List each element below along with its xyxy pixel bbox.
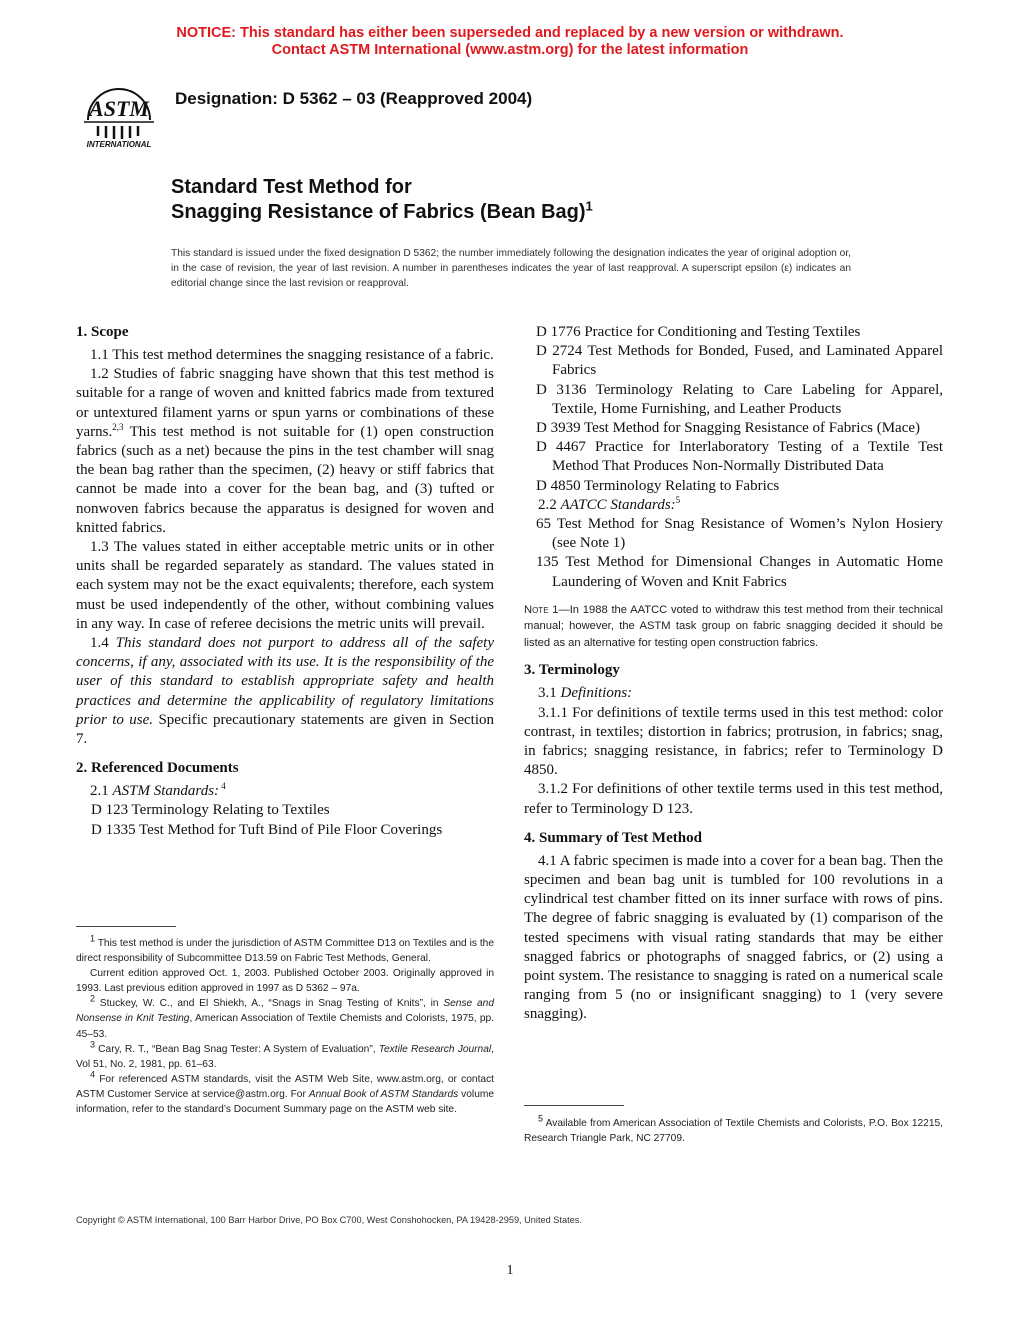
title-footnote-mark: 1	[585, 198, 593, 214]
scope-1-2: 1.2 Studies of fabric snagging have shown that this test method is suitable for a range of woven and knitted fabrics made from textured or untextured filament yarns or spun yarns or combinations of these yarns.$^{2,3}$ This test method is not suitable for (1) open construction fabrics (such as a net) because the pins in the test chamber will snag the bean bag rather than the specimen, (2) heavy or stiff fabrics that cannot be made into a cover for the bean bag, and (3) tufted or nonwoven fabrics because the apparatus is designed for woven and knitted fabrics.	[76, 366, 494, 536]
page-number: 1	[506, 1263, 514, 1278]
footnotes-right	[524, 1113, 943, 1146]
astm-logo	[76, 76, 162, 150]
section-refdocs-heading: 2. Referenced Documents	[76, 760, 239, 777]
refdocs-2-2: 2.2 AATCC Standards:$^5$	[538, 494, 681, 513]
section-terminology-heading: 3. Terminology	[524, 662, 620, 679]
title-line-1: Standard Test Method for	[171, 176, 412, 198]
designation: Designation: D 5362 – 03 (Reapproved 2004)	[175, 89, 533, 108]
terminology-3-1-1: 3.1.1 For definitions of textile terms used in this test method: color contrast, in textiles; distortion in fabrics; protrusion, in fabrics; snag, in fabrics; snagging resistance, in fabrics; refer to Terminology D 4850.	[524, 704, 943, 779]
title-line-2: Snagging Resistance of Fabrics (Bean Bag)$^1$	[171, 198, 593, 223]
astm-ref-d123: D 123 Terminology Relating to Textiles	[91, 802, 330, 819]
right-column	[524, 323, 943, 1025]
note-1: Note 1—In 1988 the AATCC voted to withdraw this test method from their technical manual; however, the ASTM task group on fabric snagging decided it should be listed as an alternative for testing open construction fabrics.	[524, 603, 943, 649]
refdocs-2-1: 2.1 ASTM Standards: $^4$	[90, 781, 226, 800]
scope-1-1: 1.1 This test method determines the snagging resistance of a fabric.	[90, 347, 494, 363]
footnote-rule-left	[76, 926, 176, 927]
astm-ref-d1776: D 1776 Practice for Conditioning and Testing Textiles	[536, 324, 861, 340]
section-scope-heading: 1. Scope	[76, 324, 129, 340]
astm-ref-d1335: D 1335 Test Method for Tuft Bind of Pile Floor Coverings	[91, 821, 443, 838]
footnote-3: $^3$ Cary, R. T., “Bean Bag Snag Tester: A System of Evaluation”, Textile Research Journal, Vol 51, No. 2, 1981, pp. 61–63.	[76, 1039, 494, 1070]
footnote-1: $^1$ This test method is under the jurisdiction of ASTM Committee D13 on Textiles and is the direct responsibility of Subcommittee D13.59 on Fabric Test Methods, General.	[76, 933, 494, 965]
aatcc-ref-65: 65 Test Method for Snag Resistance of Women’s Nylon Hosiery (see Note 1)	[536, 516, 943, 552]
left-column	[76, 323, 494, 840]
astm-ref-d3939: D 3939 Test Method for Snagging Resistance of Fabrics (Mace)	[536, 420, 921, 437]
astm-ref-d3136: D 3136 Terminology Relating to Care Labeling for Apparel, Textile, Home Furnishing, and Leather Products	[536, 381, 943, 417]
terminology-3-1: 3.1 Definitions:	[538, 685, 633, 702]
footnote-1-edition: Current edition approved Oct. 1, 2003. Published October 2003. Originally approved in 1993. Last previous edition approved in 1997 as D 5362 – 97a.	[76, 968, 494, 995]
astm-ref-d4467: D 4467 Practice for Interlaboratory Testing of a Textile Test Method That Produces Non-Normally Distributed Data	[536, 439, 943, 475]
footnote-4: $^4$ For referenced ASTM standards, visit the ASTM Web Site, www.astm.org, or contact ASTM Customer Service at service@astm.org. For Annual Book of ASTM Standards volume information, refer to the standard’s Document Summary page on the ASTM web site.	[76, 1069, 495, 1116]
notice-line-2: Contact ASTM International (www.astm.org) for the latest information	[271, 42, 749, 58]
page-title	[171, 175, 593, 225]
issuance-note: This standard is issued under the fixed designation D 5362; the number immediately following the designation indicates the year of original adoption or, in the case of revision, the year of last revision. A number in parentheses indicates the year of last reapproval. A superscript epsilon (ε) indicates an editorial change since the last revision or reapproval.	[171, 248, 851, 289]
footnotes-left	[76, 933, 495, 1117]
footnote-rule-right	[524, 1105, 624, 1106]
footnote-2: $^2$ Stuckey, W. C., and El Shiekh, A., “Snags in Snag Testing of Knits”, in Sense and Nonsense in Knit Testing, American Association of Textile Chemists and Colorists, 1975, pp. 45–53.	[76, 993, 494, 1040]
terminology-3-1-2: 3.1.2 For definitions of other textile terms used in this test method, refer to Terminology D 123.	[524, 781, 943, 817]
scope-1-4: 1.4 This standard does not purport to address all of the safety concerns, if any, associated with its use. It is the responsibility of the user of this standard to establish appropriate safety and health practices and determine the applicability of regulatory limitations prior to use. Specific precautionary statements are given in Section 7.	[76, 635, 495, 748]
copyright: Copyright © ASTM International, 100 Barr Harbor Drive, PO Box C700, West Conshohocken, PA 19428-2959, United States.	[76, 1215, 582, 1225]
astm-ref-d4850: D 4850 Terminology Relating to Fabrics	[536, 477, 780, 494]
footnote-5: $^5$ Available from American Association of Textile Chemists and Colorists, P.O. Box 12215, Research Triangle Park, NC 27709.	[524, 1113, 943, 1145]
summary-4-1: 4.1 A fabric specimen is made into a cover for a bean bag. Then the specimen and bean bag unit is tumbled for 100 revolutions in a cylindrical test chamber fitted on its inner surface with rows of pins. The degree of fabric snagging is evaluated by (1) comparison of the tested specimens with visual rating standards that may be either snagged fabrics or photographs of snagged fabrics, or (2) using a point system. The resistance to snagging is rated on a numerical scale ranging from 5 (no or insignificant snagging) to 1 (very severe snagging).	[524, 852, 943, 1023]
notice-line-1: NOTICE: This standard has either been superseded and replaced by a new version or withdrawn.	[176, 25, 844, 41]
aatcc-ref-135: 135 Test Method for Dimensional Changes in Automatic Home Laundering of Woven and Knit Fabrics	[536, 554, 943, 590]
astm-ref-d2724: D 2724 Test Methods for Bonded, Fused, and Laminated Apparel Fabrics	[536, 343, 943, 379]
scope-1-3: 1.3 The values stated in either acceptable metric units or in other units shall be regarded separately as standard. The values stated in each system may not be the exact equivalents; therefore, each system must be used independently of the other, without combining values in any way. In case of referee decisions the metric units will prevail.	[76, 539, 494, 632]
section-summary-heading: 4. Summary of Test Method	[524, 829, 702, 846]
logo-text: ASTM	[89, 96, 149, 121]
notice-banner	[0, 25, 1020, 59]
logo-subtext: INTERNATIONAL	[86, 140, 152, 149]
